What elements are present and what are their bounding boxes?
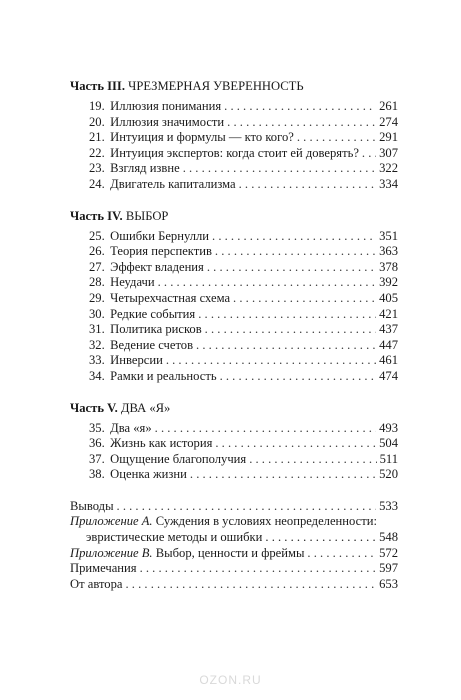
entry-title: Примечания [70,561,137,576]
chapter-number: 31. [89,322,105,337]
chapter-number: 19. [89,99,105,113]
toc-entry[interactable] [70,130,398,146]
chapter-title: Эффект владения [110,259,204,274]
dot-leader [117,499,377,515]
page-number: 493 [379,420,398,435]
dot-leader [307,546,376,562]
page-number: 274 [379,114,398,129]
chapter-title: Неудачи [110,275,155,290]
appendix-title: Выбор, ценности и фреймы [155,545,305,560]
page-number: 653 [379,576,398,591]
dot-leader [220,369,377,385]
chapter-number: 30. [89,306,105,321]
page-number: 351 [379,228,398,243]
toc-entry[interactable] [70,115,398,131]
part-label: Часть III. [70,79,125,93]
chapter-title: Жизнь как история [110,436,213,451]
chapter-number: 34. [89,368,105,383]
chapter-title: Четырехчастная схема [110,290,231,305]
chapter-title: Два «я» [110,420,152,435]
dot-leader [190,467,376,483]
watermark: OZON.RU [199,673,262,687]
chapter-title: Иллюзия понимания [110,99,222,113]
page-number: 322 [379,161,398,176]
page-number: 533 [379,498,398,513]
part-label: Часть V. [70,400,118,415]
chapter-title: Ведение счетов [110,337,194,352]
dot-leader [166,353,376,369]
toc-entry[interactable] [70,421,398,437]
toc-entry[interactable] [70,260,398,276]
chapter-title: Рамки и реальность [110,368,217,383]
table-of-contents [70,79,398,592]
part-label: Часть IV. [70,208,123,223]
dot-leader [158,275,377,291]
chapter-title: Ошибки Бернулли [110,228,210,243]
toc-entry-appendix-a[interactable] [70,514,398,545]
chapter-number: 24. [89,176,105,191]
toc-entry[interactable] [70,229,398,245]
chapter-number: 37. [89,451,105,466]
toc-entry[interactable] [70,275,398,291]
page-number: 363 [379,244,398,259]
appendix-label: Приложение В. [70,545,153,560]
appendix-title-line1: Суждения в условиях неопределенности: [155,514,377,529]
chapter-title: Интуиция экспертов: когда стоит ей доверять? [110,145,359,160]
page-number: 511 [379,451,398,466]
part-heading [70,401,398,419]
chapter-title: Теория перспектив [110,244,212,259]
page-number: 474 [379,368,398,383]
spacer [70,385,398,401]
dot-leader [205,322,376,338]
dot-leader [215,244,376,260]
page-number: 421 [379,306,398,321]
chapter-number: 35. [89,420,105,435]
dot-leader [140,561,377,577]
toc-entry[interactable] [70,322,398,338]
chapter-title: Политика рисков [110,322,202,337]
appendix-label: Приложение А. [70,514,153,529]
entry-title: От автора [70,576,123,591]
page-number: 572 [379,545,398,560]
dot-leader [215,436,376,452]
page-number: 261 [379,99,398,113]
chapter-title: Интуиция и формулы — кто кого? [110,130,294,145]
chapter-title: Оценка жизни [110,467,187,482]
page-number: 504 [379,436,398,451]
dot-leader [155,421,376,437]
dot-leader [249,452,376,468]
chapter-title: Редкие события [110,306,196,321]
page-number: 334 [379,176,398,191]
dot-leader [207,260,376,276]
chapter-number: 29. [89,290,105,305]
chapter-number: 26. [89,244,105,259]
entry-title: Выводы [70,498,114,513]
part-heading [70,79,398,97]
chapter-number: 27. [89,259,105,274]
page-number: 307 [379,145,398,160]
chapter-title: Иллюзия значимости [110,114,225,129]
dot-leader [183,161,376,177]
dot-leader [198,307,376,323]
toc-entry-conclusions[interactable] [70,499,398,515]
toc-entry[interactable] [70,177,398,193]
toc-entry-appendix-b[interactable] [70,546,398,562]
toc-entry-notes[interactable] [70,561,398,577]
toc-entry[interactable] [70,369,398,385]
chapter-number: 28. [89,275,105,290]
part-heading [70,209,398,227]
chapter-number: 33. [89,353,105,368]
toc-entry[interactable] [70,353,398,369]
page-number: 437 [379,322,398,337]
chapter-number: 36. [89,436,105,451]
part-title: ДВА «Я» [120,400,171,415]
page-number: 291 [379,130,398,145]
chapter-number: 25. [89,228,105,243]
page-number: 520 [379,467,398,482]
toc-entry[interactable] [70,244,398,260]
page-number: 447 [379,337,398,352]
page-number: 461 [379,353,398,368]
page-number: 378 [379,259,398,274]
spacer [70,193,398,209]
toc-entry-author[interactable] [70,577,398,593]
chapter-title: Инверсии [110,353,163,368]
dot-leader [212,229,376,245]
chapter-number: 38. [89,467,105,482]
toc-entry[interactable] [70,161,398,177]
toc-entry[interactable] [70,467,398,483]
chapter-number: 22. [89,145,105,160]
page-number: 548 [379,530,398,545]
part-title: ЧРЕЗМЕРНАЯ УВЕРЕННОСТЬ [128,79,304,93]
toc-entry[interactable] [70,99,398,115]
dot-leader [196,338,376,354]
appendix-title-line2: эвристические методы и ошибки [86,530,263,545]
chapter-title: Двигатель капитализма [110,176,236,191]
dot-leader [224,99,376,115]
toc-entry[interactable] [70,291,398,307]
part-title: ВЫБОР [125,208,169,223]
chapter-title: Взгляд извне [110,161,180,176]
page-number: 597 [379,561,398,576]
page-number: 405 [379,290,398,305]
chapter-number: 23. [89,161,105,176]
toc-entry[interactable] [70,146,398,162]
chapter-number: 32. [89,337,105,352]
dot-leader [362,146,376,162]
chapter-number: 21. [89,130,105,145]
dot-leader [233,291,376,307]
dot-leader [227,115,376,131]
toc-entry[interactable] [70,436,398,452]
dot-leader [239,177,376,193]
chapter-title: Ощущение благополучия [110,451,247,466]
toc-entry[interactable] [70,452,398,468]
dot-leader [265,530,376,546]
dot-leader [126,577,377,593]
chapter-number: 20. [89,114,105,129]
toc-entry[interactable] [70,338,398,354]
page-number: 392 [379,275,398,290]
dot-leader [297,130,376,146]
spacer [70,483,398,499]
toc-entry[interactable] [70,307,398,323]
